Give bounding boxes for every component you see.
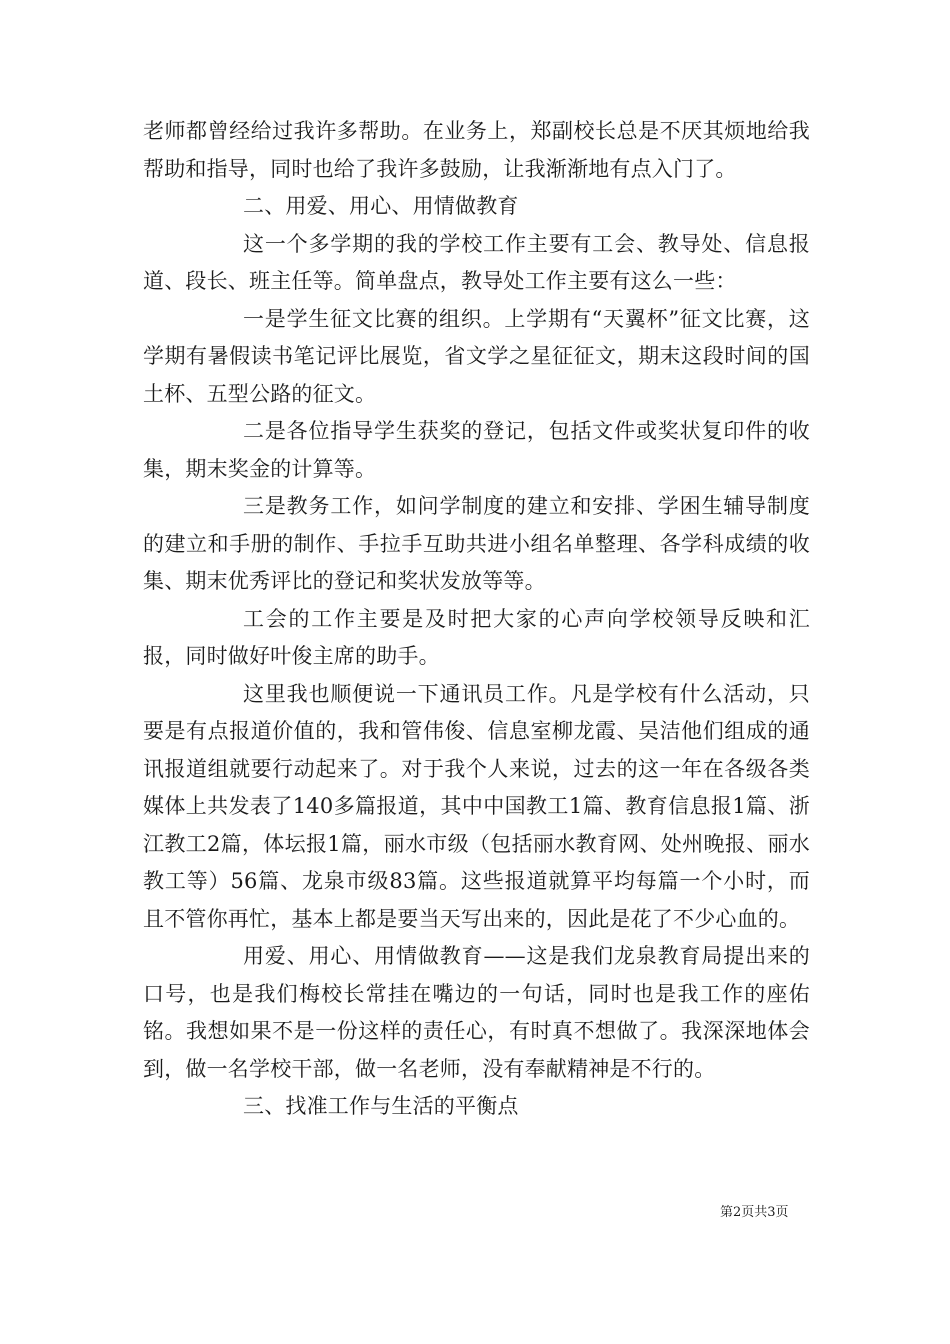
- document-body: [143, 113, 810, 1126]
- paragraph-work-overview: 这一个多学期的我的学校工作主要有工会、教导处、信息报道、段长、班主任等。简单盘点，教导处工作主要有这么一些：: [143, 231, 810, 293]
- paragraph-continuation: 老师都曾经给过我许多帮助。在业务上，郑副校长总是不厌其烦地给我帮助和指导，同时也给了我许多鼓励，让我渐渐地有点入门了。: [143, 119, 810, 181]
- paragraph-award-registration: 二是各位指导学生获奖的登记，包括文件或奖状复印件的收集，期末奖金的计算等。: [143, 419, 810, 481]
- page-number-footer: 第2页共3页: [720, 1205, 789, 1220]
- paragraph-education-motto: 用爱、用心、用情做教育——这是我们龙泉教育局提出来的口号，也是我们梅校长常挂在嘴边的一句话，同时也是我工作的座佑铭。我想如果不是一份这样的责任心，有时真不想做了。我深深地体会到，做一名学校干部，做一名老师，没有奉献精神是不行的。: [143, 944, 810, 1081]
- section-heading-3: 三、找准工作与生活的平衡点: [243, 1094, 519, 1118]
- paragraph-union-work: 工会的工作主要是及时把大家的心声向学校领导反映和汇报，同时做好叶俊主席的助手。: [143, 606, 810, 668]
- section-heading-2: 二、用爱、用心、用情做教育: [243, 194, 519, 218]
- paragraph-correspondent-work: 这里我也顺便说一下通讯员工作。凡是学校有什么活动，只要是有点报道价值的，我和管伟俊、信息室柳龙霞、吴洁他们组成的通讯报道组就要行动起来了。对于我个人来说，过去的这一年在各级各类媒体上共发表了140多篇报道，其中中国教工1篇、教育信息报1篇、浙江教工2篇，体坛报1篇，丽水市级（包括丽水教育网、处州晚报、丽水教工等）56篇、龙泉市级83篇。这些报道就算平均每篇一个小时，而且不管你再忙，基本上都是要当天写出来的，因此是花了不少心血的。: [143, 681, 810, 931]
- paragraph-essay-contest: 一是学生征文比赛的组织。上学期有“天翼杯”征文比赛，这学期有暑假读书笔记评比展览，省文学之星征征文，期末这段时间的国土杯、五型公路的征文。: [143, 306, 810, 406]
- paragraph-academic-affairs: 三是教务工作，如问学制度的建立和安排、学困生辅导制度的建立和手册的制作、手拉手互助共进小组名单整理、各学科成绩的收集、期末优秀评比的登记和奖状发放等等。: [143, 494, 810, 593]
